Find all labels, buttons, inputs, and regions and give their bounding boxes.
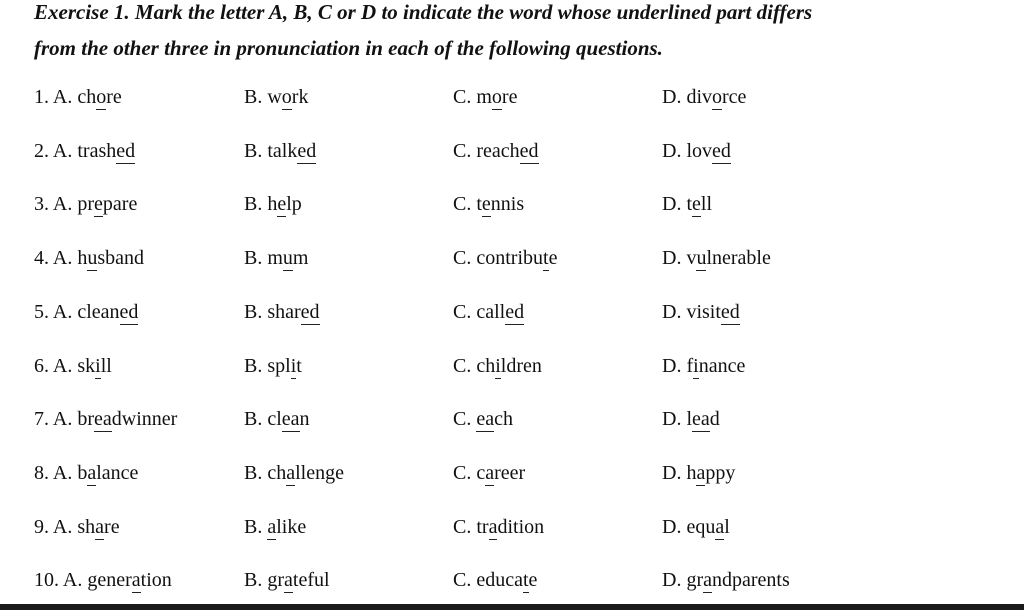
question-number: 7. <box>34 408 53 431</box>
option-letter: A. <box>52 461 78 484</box>
question-10-option-b <box>244 565 330 595</box>
option-letter: B. <box>244 247 268 270</box>
option-word: loved <box>686 139 731 162</box>
option-word: grandparents <box>686 569 790 592</box>
question-7-option-c <box>453 404 513 434</box>
underlined-part: a <box>696 461 706 484</box>
underlined-part: ed <box>119 300 139 323</box>
question-10-option-a <box>34 565 172 595</box>
option-letter: C. <box>453 139 477 162</box>
option-letter: C. <box>453 193 477 216</box>
option-letter: B. <box>244 515 268 538</box>
underlined-part: ea <box>94 408 112 431</box>
question-5-option-b <box>244 297 320 327</box>
underlined-part: i <box>95 354 101 377</box>
question-1-option-b <box>244 82 308 112</box>
question-2-option-d <box>662 136 731 166</box>
question-9-option-c <box>453 512 544 542</box>
underlined-part: ed <box>519 139 539 162</box>
question-8-option-c <box>453 458 525 488</box>
option-word: skill <box>77 354 112 377</box>
option-letter: C. <box>453 86 477 108</box>
instruction-line-2: from the other three in pronunciation in each of the following questions. <box>34 36 663 60</box>
underlined-part: e <box>94 193 103 216</box>
option-letter: A. <box>52 247 78 270</box>
question-row-10 <box>0 565 1024 595</box>
question-5-option-d <box>662 297 740 327</box>
underlined-part: ed <box>116 139 136 162</box>
underlined-part: o <box>281 86 292 108</box>
question-10-option-d <box>662 565 790 595</box>
option-word: help <box>267 193 302 216</box>
question-row-3 <box>0 189 1024 219</box>
question-number: 10. <box>34 569 63 592</box>
question-row-7 <box>0 404 1024 434</box>
question-number: 5. <box>34 300 53 323</box>
question-row-4 <box>0 243 1024 273</box>
underlined-part: a <box>284 569 293 592</box>
option-letter: A. <box>52 354 78 377</box>
option-word: husband <box>77 247 145 270</box>
underlined-part: u <box>696 247 707 270</box>
question-4-option-a <box>34 243 144 273</box>
question-2-option-c <box>453 136 539 166</box>
option-letter: A. <box>52 300 78 323</box>
question-3-option-c <box>453 189 524 219</box>
question-1-option-d <box>662 82 746 112</box>
exercise-instruction <box>34 0 994 66</box>
option-letter: C. <box>453 408 477 431</box>
underlined-part: t <box>522 569 529 592</box>
option-word: finance <box>686 354 746 377</box>
underlined-part: e <box>692 193 701 216</box>
underlined-part: a <box>131 569 141 592</box>
option-word: work <box>267 86 309 108</box>
question-6-option-a <box>34 351 112 381</box>
option-letter: D. <box>662 193 687 216</box>
question-4-option-b <box>244 243 308 273</box>
question-10-option-c <box>453 565 537 595</box>
option-word: each <box>476 408 513 431</box>
question-3-option-d <box>662 189 712 219</box>
option-letter: B. <box>244 86 268 108</box>
option-word: mum <box>267 247 309 270</box>
question-number: 2. <box>34 139 53 162</box>
option-word: cleaned <box>77 300 139 323</box>
option-word: alike <box>267 515 307 538</box>
option-letter: D. <box>662 515 687 538</box>
option-letter: B. <box>244 300 268 323</box>
underlined-part: e <box>277 193 287 216</box>
option-word: generation <box>87 569 172 592</box>
underlined-part: o <box>712 86 723 108</box>
option-letter: C. <box>453 515 477 538</box>
option-letter: D. <box>662 569 687 592</box>
question-number: 6. <box>34 354 53 377</box>
option-letter: B. <box>244 139 268 162</box>
option-letter: D. <box>662 247 687 270</box>
question-5-option-c <box>453 297 524 327</box>
instruction-line-1: Exercise 1. Mark the letter A, B, C or D to indicate the word whose underlined part differs <box>34 0 813 24</box>
question-number: 4. <box>34 247 53 270</box>
question-9-option-a <box>34 512 120 542</box>
option-word: lead <box>686 408 720 431</box>
question-row-8 <box>0 458 1024 488</box>
option-word: visited <box>686 300 740 323</box>
option-letter: B. <box>244 461 268 484</box>
option-letter: B. <box>244 193 268 216</box>
option-letter: C. <box>453 569 477 592</box>
underlined-part: ed <box>505 300 525 323</box>
underlined-part: u <box>282 247 293 270</box>
underlined-part: ed <box>720 300 740 323</box>
question-1-option-c <box>453 82 517 112</box>
question-9-option-d <box>662 512 730 542</box>
underlined-part: ed <box>300 300 320 323</box>
option-word: more <box>476 86 518 108</box>
option-word: called <box>476 300 525 323</box>
underlined-part: ed <box>297 139 317 162</box>
option-word: chore <box>77 86 122 108</box>
question-9-option-b <box>244 512 306 542</box>
option-letter: C. <box>453 354 477 377</box>
option-letter: D. <box>662 354 687 377</box>
option-letter: D. <box>662 139 687 162</box>
underlined-part: a <box>485 461 495 484</box>
question-row-2 <box>0 136 1024 166</box>
underlined-part: i <box>495 354 501 377</box>
question-number: 3. <box>34 193 53 216</box>
underlined-part: a <box>286 461 296 484</box>
option-word: reached <box>476 139 539 162</box>
bottom-border <box>0 604 1024 610</box>
question-row-1 <box>0 82 1024 112</box>
question-6-option-b <box>244 351 302 381</box>
option-word: career <box>476 461 526 484</box>
question-3-option-a <box>34 189 137 219</box>
underlined-part: a <box>715 515 725 538</box>
question-row-6 <box>0 351 1024 381</box>
question-6-option-c <box>453 351 542 381</box>
option-word: tell <box>686 193 713 216</box>
option-letter: D. <box>662 300 687 323</box>
option-word: contribute <box>476 247 558 270</box>
option-word: vulnerable <box>686 247 771 270</box>
option-letter: C. <box>453 247 477 270</box>
option-letter: A. <box>52 193 78 216</box>
question-2-option-b <box>244 136 316 166</box>
option-letter: A. <box>52 408 78 431</box>
underlined-part: o <box>96 86 107 108</box>
option-word: breadwinner <box>77 408 178 431</box>
option-word: challenge <box>267 461 344 484</box>
option-word: clean <box>267 408 310 431</box>
underlined-part: e <box>481 193 491 216</box>
underlined-part: a <box>95 515 105 538</box>
underlined-part: i <box>693 354 699 377</box>
underlined-part: ea <box>281 408 300 431</box>
option-letter: D. <box>662 461 687 484</box>
option-word: grateful <box>267 569 330 592</box>
option-letter: C. <box>453 300 477 323</box>
underlined-part: a <box>267 515 277 538</box>
underlined-part: i <box>290 354 297 377</box>
underlined-part: a <box>488 515 498 538</box>
option-word: equal <box>686 515 730 538</box>
option-word: divorce <box>686 86 747 108</box>
underlined-part: a <box>87 461 97 484</box>
option-letter: D. <box>662 86 687 108</box>
option-word: educate <box>476 569 538 592</box>
option-letter: A. <box>52 515 78 538</box>
question-row-9 <box>0 512 1024 542</box>
question-8-option-a <box>34 458 138 488</box>
underlined-part: u <box>87 247 98 270</box>
underlined-part: ea <box>692 408 710 431</box>
question-3-option-b <box>244 189 302 219</box>
question-number: 1. <box>34 86 53 108</box>
option-word: prepare <box>77 193 138 216</box>
question-1-option-a <box>34 82 122 112</box>
underlined-part: a <box>703 569 713 592</box>
option-word: shared <box>267 300 320 323</box>
option-word: tradition <box>476 515 545 538</box>
question-number: 8. <box>34 461 53 484</box>
question-6-option-d <box>662 351 745 381</box>
question-8-option-b <box>244 458 344 488</box>
question-row-5 <box>0 297 1024 327</box>
option-letter: A. <box>52 86 78 108</box>
question-number: 9. <box>34 515 53 538</box>
option-letter: A. <box>52 139 78 162</box>
question-2-option-a <box>34 136 135 166</box>
question-4-option-c <box>453 243 557 273</box>
question-7-option-d <box>662 404 720 434</box>
question-7-option-a <box>34 404 177 434</box>
option-letter: B. <box>244 408 268 431</box>
underlined-part: ed <box>712 139 731 162</box>
option-letter: D. <box>662 408 687 431</box>
question-4-option-d <box>662 243 771 273</box>
option-word: trashed <box>77 139 136 162</box>
underlined-part: o <box>491 86 502 108</box>
underlined-part: ea <box>476 408 495 431</box>
option-letter: B. <box>244 354 268 377</box>
option-letter: B. <box>244 569 268 592</box>
option-word: tennis <box>476 193 525 216</box>
question-7-option-b <box>244 404 310 434</box>
option-word: balance <box>77 461 139 484</box>
option-word: share <box>77 515 120 538</box>
option-letter: A. <box>62 569 88 592</box>
option-word: children <box>476 354 542 377</box>
question-8-option-d <box>662 458 735 488</box>
option-word: talked <box>267 139 317 162</box>
question-5-option-a <box>34 297 138 327</box>
option-word: split <box>267 354 302 377</box>
option-letter: C. <box>453 461 477 484</box>
option-word: happy <box>686 461 736 484</box>
underlined-part: t <box>543 247 549 270</box>
